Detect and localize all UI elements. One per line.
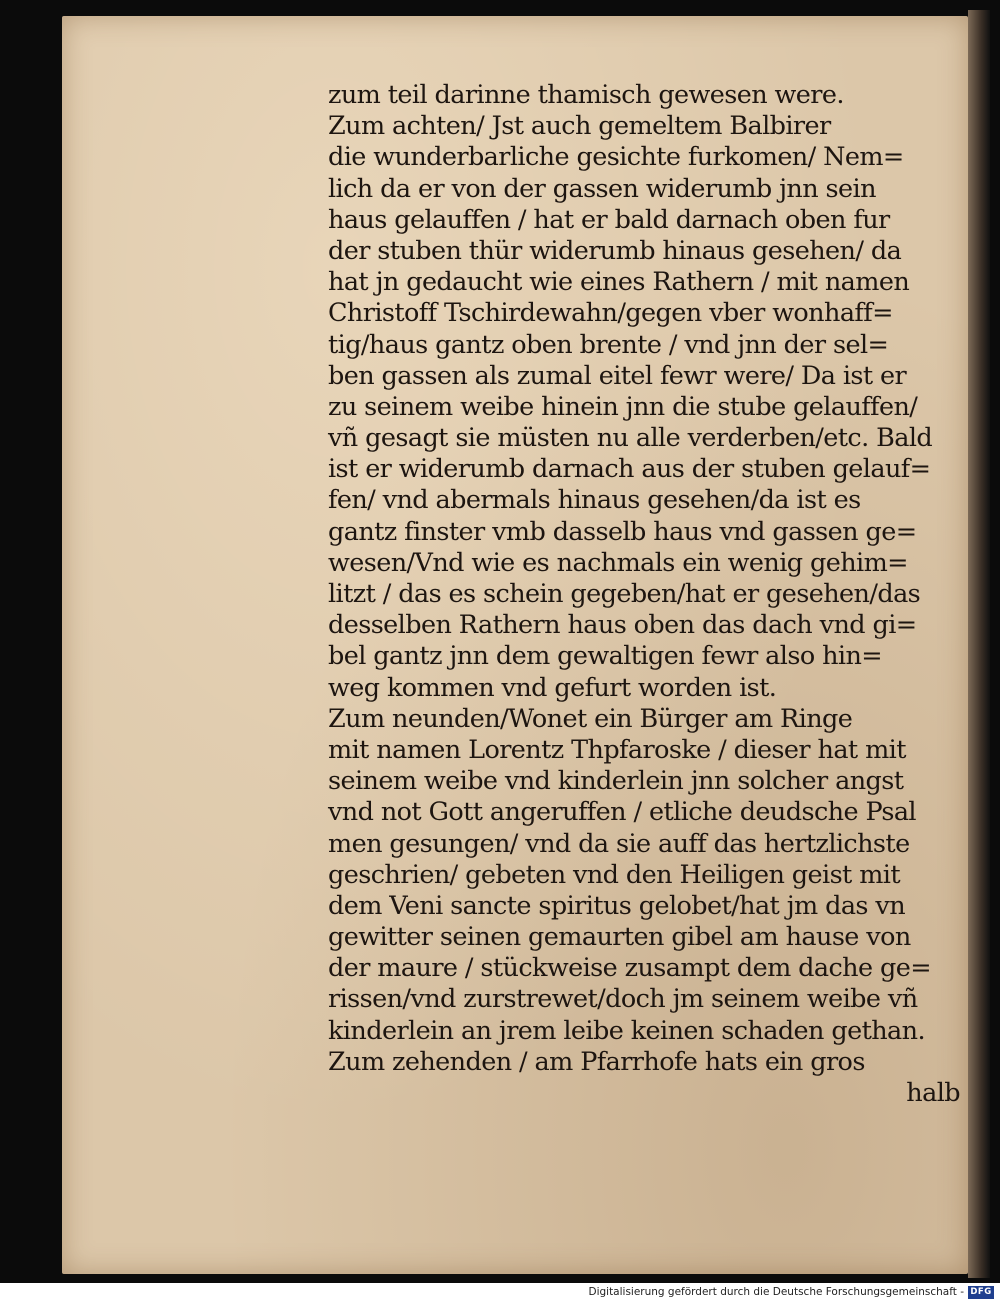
book-edge [968,10,990,1278]
text-line: gantz finster vmb dasselb haus vnd gassen ge= [328,516,917,547]
text-line: Zum achten/ Jst auch gemeltem Balbirer [328,111,831,142]
text-line: vñ gesagt sie müsten nu alle verderben/etc. Bald [328,423,933,454]
dfg-logo-icon: DFG [968,1286,994,1299]
text-line: zu seinem weibe hinein jnn die stube gelauffen/ [328,391,918,422]
text-line: fen/ vnd abermals hinaus gesehen/da ist es [328,485,861,516]
text-line: hat jn gedaucht wie eines Rathern / mit namen [328,267,910,298]
text-line: bel gantz jnn dem gewaltigen fewr also hin= [328,641,883,672]
text-line: weg kommen vnd gefurt worden ist. [328,672,777,703]
footer-credit: Digitalisierung gefördert durch die Deutsche Forschungsgemeinschaft - [588,1286,964,1298]
text-line: desselben Rathern haus oben das dach vnd gi= [328,610,917,641]
text-line: Zum zehenden / am Pfarrhofe hats ein gros [328,1046,865,1077]
text-line: dem Veni sancte spiritus gelobet/hat jm das vn [328,890,906,921]
text-line: geschrien/ gebeten vnd den Heiligen geist mit [328,859,900,890]
text-line: litzt / das es schein gegeben/hat er gesehen/das [328,579,921,609]
text-line: tig/haus gantz oben brente / vnd jnn der sel= [328,329,889,360]
text-line: vnd not Gott angeruffen / etliche deudsche Psal [328,797,916,828]
page-text-block [328,80,968,1109]
text-line: zum teil darinne thamisch gewesen were. [328,80,844,110]
text-line: mit namen Lorentz Thpfaroske / dieser hat mit [328,734,906,765]
catchword: halb [906,1078,960,1108]
text-line: ben gassen als zumal eitel fewr were/ Da ist er [328,360,907,391]
text-line: der maure / stückweise zusampt dem dache ge= [328,953,931,984]
text-line: gewitter seinen gemaurten gibel am hause von [328,922,911,953]
text-line: der stuben thür widerumb hinaus gesehen/ da [328,235,902,266]
text-line: rissen/vnd zurstrewet/doch jm seinem weibe vñ [328,984,918,1015]
text-line: lich da er von der gassen widerumb jnn sein [328,173,876,204]
text-line: Zum neunden/Wonet ein Bürger am Ringe [328,703,853,734]
text-line: men gesungen/ vnd da sie auff das hertzlichste [328,828,910,859]
text-line: Christoff Tschirdewahn/gegen vber wonhaff= [328,298,893,329]
text-line: haus gelauffen / hat er bald darnach oben fur [328,204,890,235]
text-line: wesen/Vnd wie es nachmals ein wenig gehim= [328,547,908,578]
text-line: seinem weibe vnd kinderlein jnn solcher angst [328,766,904,797]
text-line: kinderlein an jrem leibe keinen schaden gethan. [328,1015,925,1046]
text-line: ist er widerumb darnach aus der stuben gelauf= [328,454,931,485]
footer-bar [0,1283,1000,1303]
text-line: die wunderbarliche gesichte furkomen/ Nem= [328,142,904,173]
